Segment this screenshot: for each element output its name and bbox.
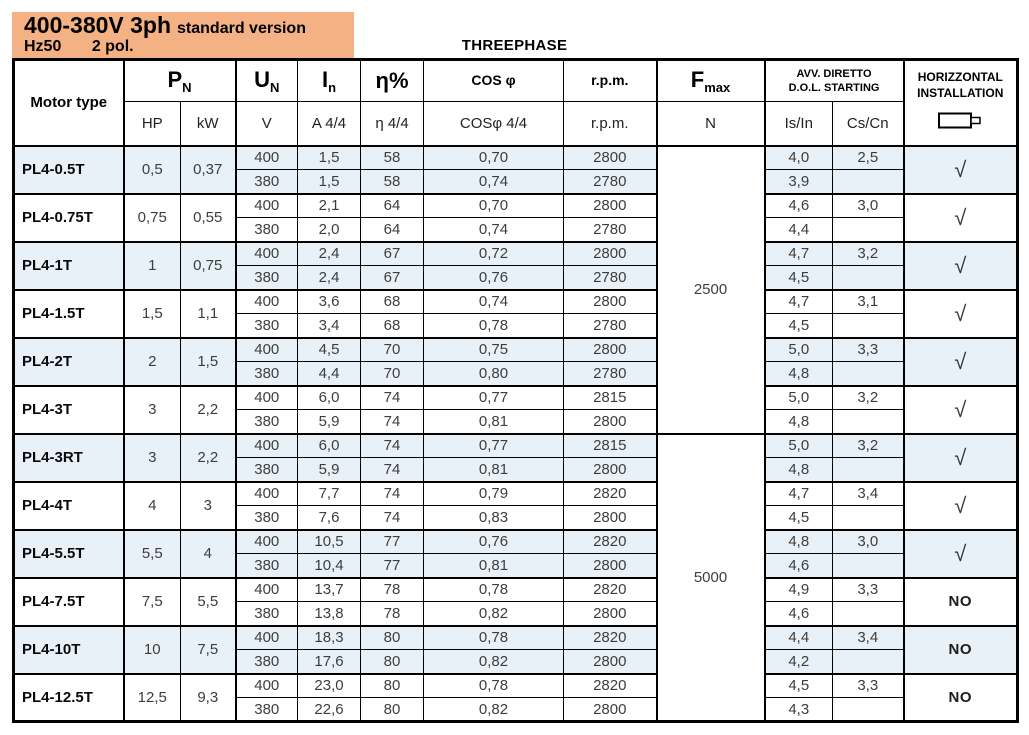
- a-value-cell: 23,0: [298, 674, 361, 698]
- a-value-cell: 5,9: [298, 458, 361, 482]
- subheader-hp: HP: [124, 102, 181, 146]
- eta-value-cell: 67: [361, 266, 424, 290]
- a-value-cell: 5,9: [298, 410, 361, 434]
- v-value-cell: 380: [236, 506, 298, 530]
- kw-cell: 3: [181, 482, 236, 530]
- rpm-value-cell: 2820: [564, 626, 657, 650]
- a-value-cell: 2,4: [298, 242, 361, 266]
- a-value-cell: 2,0: [298, 218, 361, 242]
- horizontal-installation-cell: NO: [904, 578, 1018, 626]
- a-value-cell: 10,4: [298, 554, 361, 578]
- hp-cell: 2: [124, 338, 181, 386]
- eta-value-cell: 74: [361, 506, 424, 530]
- cscn-value-cell: 3,2: [833, 434, 904, 458]
- cscn-value-cell: 3,2: [833, 386, 904, 410]
- cos-value-cell: 0,79: [424, 482, 564, 506]
- subheader-rpm: r.p.m.: [564, 102, 657, 146]
- kw-cell: 0,75: [181, 242, 236, 290]
- eta-value-cell: 70: [361, 338, 424, 362]
- motor-type-cell: PL4-1.5T: [14, 290, 124, 338]
- table-body: [14, 146, 1018, 722]
- a-value-cell: 4,5: [298, 338, 361, 362]
- cscn-value-cell: 3,3: [833, 674, 904, 698]
- header-cos-phi: COS φ: [424, 60, 564, 102]
- v-value-cell: 400: [236, 434, 298, 458]
- a-value-cell: 7,6: [298, 506, 361, 530]
- eta-value-cell: 58: [361, 170, 424, 194]
- cos-value-cell: 0,82: [424, 698, 564, 722]
- rpm-value-cell: 2800: [564, 242, 657, 266]
- isin-value-cell: 4,4: [765, 218, 833, 242]
- isin-value-cell: 4,3: [765, 698, 833, 722]
- rpm-value-cell: 2780: [564, 218, 657, 242]
- kw-cell: 0,37: [181, 146, 236, 194]
- cos-value-cell: 0,74: [424, 170, 564, 194]
- motor-type-cell: PL4-1T: [14, 242, 124, 290]
- v-value-cell: 380: [236, 170, 298, 194]
- kw-cell: 4: [181, 530, 236, 578]
- horizontal-installation-cell: √: [904, 434, 1018, 482]
- cos-value-cell: 0,72: [424, 242, 564, 266]
- motor-type-cell: PL4-2T: [14, 338, 124, 386]
- rpm-value-cell: 2815: [564, 386, 657, 410]
- horizontal-installation-cell: √: [904, 482, 1018, 530]
- cos-value-cell: 0,81: [424, 554, 564, 578]
- hp-cell: 7,5: [124, 578, 181, 626]
- eta-value-cell: 74: [361, 434, 424, 458]
- frequency-label: Hz50: [24, 37, 62, 55]
- isin-value-cell: 4,2: [765, 650, 833, 674]
- motor-type-cell: PL4-7.5T: [14, 578, 124, 626]
- cos-value-cell: 0,77: [424, 386, 564, 410]
- hp-cell: 5,5: [124, 530, 181, 578]
- motor-row: [14, 482, 1018, 506]
- motor-type-cell: PL4-5.5T: [14, 530, 124, 578]
- voltage-title: 400-380V 3ph: [24, 12, 172, 38]
- isin-value-cell: 3,9: [765, 170, 833, 194]
- isin-value-cell: 4,8: [765, 530, 833, 554]
- kw-cell: 2,2: [181, 434, 236, 482]
- kw-cell: 9,3: [181, 674, 236, 722]
- cos-value-cell: 0,78: [424, 626, 564, 650]
- rpm-value-cell: 2800: [564, 602, 657, 626]
- cscn-value-cell: 3,0: [833, 194, 904, 218]
- motor-type-cell: PL4-10T: [14, 626, 124, 674]
- rpm-value-cell: 2800: [564, 194, 657, 218]
- v-value-cell: 380: [236, 314, 298, 338]
- a-value-cell: 3,4: [298, 314, 361, 338]
- motor-row: [14, 386, 1018, 410]
- header-un: $U_N$: [236, 60, 298, 102]
- cscn-value-cell: 3,3: [833, 338, 904, 362]
- subheader-eta44: η 4/4: [361, 102, 424, 146]
- rpm-value-cell: 2800: [564, 338, 657, 362]
- isin-value-cell: 4,4: [765, 626, 833, 650]
- header-motor-type: Motor type: [14, 60, 124, 146]
- horizontal-installation-cell: √: [904, 242, 1018, 290]
- v-value-cell: 380: [236, 266, 298, 290]
- motor-type-cell: PL4-12.5T: [14, 674, 124, 722]
- motor-spec-table: [12, 58, 1019, 723]
- v-value-cell: 380: [236, 698, 298, 722]
- isin-value-cell: 5,0: [765, 338, 833, 362]
- eta-value-cell: 74: [361, 482, 424, 506]
- hp-cell: 3: [124, 386, 181, 434]
- isin-value-cell: 4,6: [765, 602, 833, 626]
- isin-value-cell: 4,8: [765, 458, 833, 482]
- cscn-value-cell: [833, 698, 904, 722]
- rpm-value-cell: 2800: [564, 506, 657, 530]
- eta-value-cell: 80: [361, 626, 424, 650]
- rpm-value-cell: 2800: [564, 650, 657, 674]
- motor-type-cell: PL4-0.5T: [14, 146, 124, 194]
- cos-value-cell: 0,75: [424, 338, 564, 362]
- cos-value-cell: 0,81: [424, 458, 564, 482]
- eta-value-cell: 64: [361, 218, 424, 242]
- cscn-value-cell: [833, 170, 904, 194]
- eta-value-cell: 58: [361, 146, 424, 170]
- v-value-cell: 400: [236, 674, 298, 698]
- eta-value-cell: 80: [361, 650, 424, 674]
- a-value-cell: 13,8: [298, 602, 361, 626]
- v-value-cell: 400: [236, 530, 298, 554]
- motor-row: [14, 242, 1018, 266]
- a-value-cell: 18,3: [298, 626, 361, 650]
- isin-value-cell: 4,7: [765, 242, 833, 266]
- hp-cell: 0,5: [124, 146, 181, 194]
- rpm-value-cell: 2800: [564, 554, 657, 578]
- hp-cell: 12,5: [124, 674, 181, 722]
- isin-value-cell: 4,5: [765, 674, 833, 698]
- threephase-caption: THREEPHASE: [461, 37, 568, 54]
- a-value-cell: 2,1: [298, 194, 361, 218]
- rpm-value-cell: 2780: [564, 266, 657, 290]
- hp-cell: 1,5: [124, 290, 181, 338]
- eta-value-cell: 77: [361, 530, 424, 554]
- rpm-value-cell: 2800: [564, 410, 657, 434]
- cos-value-cell: 0,78: [424, 578, 564, 602]
- v-value-cell: 400: [236, 194, 298, 218]
- v-value-cell: 400: [236, 578, 298, 602]
- cscn-value-cell: 3,4: [833, 482, 904, 506]
- eta-value-cell: 74: [361, 458, 424, 482]
- horizontal-installation-cell: √: [904, 386, 1018, 434]
- motor-row: [14, 194, 1018, 218]
- banner-line1: [24, 13, 354, 38]
- eta-value-cell: 80: [361, 674, 424, 698]
- fmax-value-cell: 2500: [657, 146, 765, 434]
- cscn-value-cell: 3,4: [833, 626, 904, 650]
- cscn-value-cell: [833, 314, 904, 338]
- rpm-value-cell: 2800: [564, 146, 657, 170]
- v-value-cell: 380: [236, 554, 298, 578]
- eta-value-cell: 64: [361, 194, 424, 218]
- eta-value-cell: 68: [361, 314, 424, 338]
- a-value-cell: 22,6: [298, 698, 361, 722]
- header-dol-starting: AVV. DIRETTO D.O.L. STARTING: [765, 60, 904, 102]
- subheader-isin: Is/In: [765, 102, 833, 146]
- cos-value-cell: 0,83: [424, 506, 564, 530]
- a-value-cell: 13,7: [298, 578, 361, 602]
- v-value-cell: 380: [236, 650, 298, 674]
- motor-row: [14, 626, 1018, 650]
- cos-value-cell: 0,78: [424, 314, 564, 338]
- kw-cell: 1,1: [181, 290, 236, 338]
- hp-cell: 0,75: [124, 194, 181, 242]
- isin-value-cell: 4,8: [765, 362, 833, 386]
- cscn-value-cell: 2,5: [833, 146, 904, 170]
- v-value-cell: 400: [236, 146, 298, 170]
- cscn-value-cell: [833, 410, 904, 434]
- cscn-value-cell: [833, 266, 904, 290]
- a-value-cell: 7,7: [298, 482, 361, 506]
- v-value-cell: 400: [236, 242, 298, 266]
- eta-value-cell: 67: [361, 242, 424, 266]
- v-value-cell: 380: [236, 602, 298, 626]
- cscn-value-cell: [833, 650, 904, 674]
- cos-value-cell: 0,76: [424, 266, 564, 290]
- motor-row: [14, 338, 1018, 362]
- cos-value-cell: 0,82: [424, 650, 564, 674]
- a-value-cell: 1,5: [298, 146, 361, 170]
- cscn-value-cell: [833, 554, 904, 578]
- hp-cell: 3: [124, 434, 181, 482]
- cscn-value-cell: [833, 506, 904, 530]
- horizontal-installation-cell: NO: [904, 626, 1018, 674]
- cscn-value-cell: [833, 458, 904, 482]
- horizontal-installation-cell: √: [904, 290, 1018, 338]
- motor-row: [14, 146, 1018, 170]
- motor-type-cell: PL4-0.75T: [14, 194, 124, 242]
- rpm-value-cell: 2780: [564, 362, 657, 386]
- isin-value-cell: 4,0: [765, 146, 833, 170]
- motor-row: [14, 674, 1018, 698]
- horizontal-installation-cell: NO: [904, 674, 1018, 722]
- isin-value-cell: 5,0: [765, 386, 833, 410]
- cscn-value-cell: 3,1: [833, 290, 904, 314]
- header-horizontal-installation: HORIZZONTAL INSTALLATION: [904, 60, 1018, 146]
- rpm-value-cell: 2800: [564, 458, 657, 482]
- hp-cell: 1: [124, 242, 181, 290]
- subheader-n: N: [657, 102, 765, 146]
- hp-cell: 10: [124, 626, 181, 674]
- isin-value-cell: 4,9: [765, 578, 833, 602]
- header-fmax: $F_{max}$: [657, 60, 765, 102]
- a-value-cell: 17,6: [298, 650, 361, 674]
- kw-cell: 1,5: [181, 338, 236, 386]
- eta-value-cell: 68: [361, 290, 424, 314]
- horizontal-motor-icon: [905, 111, 1017, 136]
- horizontal-installation-cell: √: [904, 338, 1018, 386]
- cscn-value-cell: [833, 362, 904, 386]
- isin-value-cell: 5,0: [765, 434, 833, 458]
- kw-cell: 0,55: [181, 194, 236, 242]
- isin-value-cell: 4,8: [765, 410, 833, 434]
- cscn-value-cell: 3,0: [833, 530, 904, 554]
- kw-cell: 2,2: [181, 386, 236, 434]
- eta-value-cell: 78: [361, 602, 424, 626]
- isin-value-cell: 4,5: [765, 266, 833, 290]
- rpm-value-cell: 2820: [564, 530, 657, 554]
- cscn-value-cell: 3,3: [833, 578, 904, 602]
- v-value-cell: 380: [236, 458, 298, 482]
- hp-cell: 4: [124, 482, 181, 530]
- rpm-value-cell: 2820: [564, 578, 657, 602]
- kw-cell: 7,5: [181, 626, 236, 674]
- horizontal-installation-cell: √: [904, 530, 1018, 578]
- v-value-cell: 400: [236, 482, 298, 506]
- cos-value-cell: 0,77: [424, 434, 564, 458]
- cscn-value-cell: 3,2: [833, 242, 904, 266]
- kw-cell: 5,5: [181, 578, 236, 626]
- rpm-value-cell: 2780: [564, 170, 657, 194]
- a-value-cell: 3,6: [298, 290, 361, 314]
- v-value-cell: 400: [236, 290, 298, 314]
- v-value-cell: 380: [236, 218, 298, 242]
- isin-value-cell: 4,5: [765, 314, 833, 338]
- subheader-a44: A 4/4: [298, 102, 361, 146]
- cos-value-cell: 0,74: [424, 290, 564, 314]
- horizontal-installation-cell: √: [904, 146, 1018, 194]
- cos-value-cell: 0,70: [424, 194, 564, 218]
- subheader-kw: kW: [181, 102, 236, 146]
- cscn-value-cell: [833, 218, 904, 242]
- rpm-value-cell: 2800: [564, 290, 657, 314]
- cos-value-cell: 0,74: [424, 218, 564, 242]
- a-value-cell: 1,5: [298, 170, 361, 194]
- motor-type-cell: PL4-3RT: [14, 434, 124, 482]
- header-in: $I_n$: [298, 60, 361, 102]
- rpm-value-cell: 2815: [564, 434, 657, 458]
- eta-value-cell: 70: [361, 362, 424, 386]
- eta-value-cell: 74: [361, 386, 424, 410]
- a-value-cell: 2,4: [298, 266, 361, 290]
- eta-value-cell: 80: [361, 698, 424, 722]
- horizontal-installation-cell: √: [904, 194, 1018, 242]
- isin-value-cell: 4,7: [765, 482, 833, 506]
- header-eta: η%: [361, 60, 424, 102]
- isin-value-cell: 4,7: [765, 290, 833, 314]
- a-value-cell: 6,0: [298, 386, 361, 410]
- subheader-cos44: COSφ 4/4: [424, 102, 564, 146]
- poles-label: 2 pol.: [91, 37, 134, 55]
- v-value-cell: 400: [236, 626, 298, 650]
- cos-value-cell: 0,82: [424, 602, 564, 626]
- eta-value-cell: 77: [361, 554, 424, 578]
- rpm-value-cell: 2800: [564, 698, 657, 722]
- a-value-cell: 4,4: [298, 362, 361, 386]
- isin-value-cell: 4,5: [765, 506, 833, 530]
- eta-value-cell: 74: [361, 410, 424, 434]
- motor-row: [14, 290, 1018, 314]
- motor-row: [14, 530, 1018, 554]
- rpm-value-cell: 2820: [564, 674, 657, 698]
- version-subtitle: standard version: [177, 20, 306, 37]
- cos-value-cell: 0,78: [424, 674, 564, 698]
- isin-value-cell: 4,6: [765, 554, 833, 578]
- v-value-cell: 380: [236, 362, 298, 386]
- motor-row: [14, 434, 1018, 458]
- cscn-value-cell: [833, 602, 904, 626]
- motor-type-cell: PL4-3T: [14, 386, 124, 434]
- isin-value-cell: 4,6: [765, 194, 833, 218]
- cos-value-cell: 0,81: [424, 410, 564, 434]
- v-value-cell: 400: [236, 338, 298, 362]
- rpm-value-cell: 2820: [564, 482, 657, 506]
- v-value-cell: 380: [236, 410, 298, 434]
- subheader-v: V: [236, 102, 298, 146]
- cos-value-cell: 0,76: [424, 530, 564, 554]
- a-value-cell: 10,5: [298, 530, 361, 554]
- a-value-cell: 6,0: [298, 434, 361, 458]
- v-value-cell: 400: [236, 386, 298, 410]
- motor-type-cell: PL4-4T: [14, 482, 124, 530]
- cos-value-cell: 0,70: [424, 146, 564, 170]
- rpm-value-cell: 2780: [564, 314, 657, 338]
- subheader-cscn: Cs/Cn: [833, 102, 904, 146]
- fmax-value-cell: 5000: [657, 434, 765, 722]
- header-rpm: r.p.m.: [564, 60, 657, 102]
- motor-row: [14, 578, 1018, 602]
- eta-value-cell: 78: [361, 578, 424, 602]
- header-pn: $P_N$: [124, 60, 236, 102]
- cos-value-cell: 0,80: [424, 362, 564, 386]
